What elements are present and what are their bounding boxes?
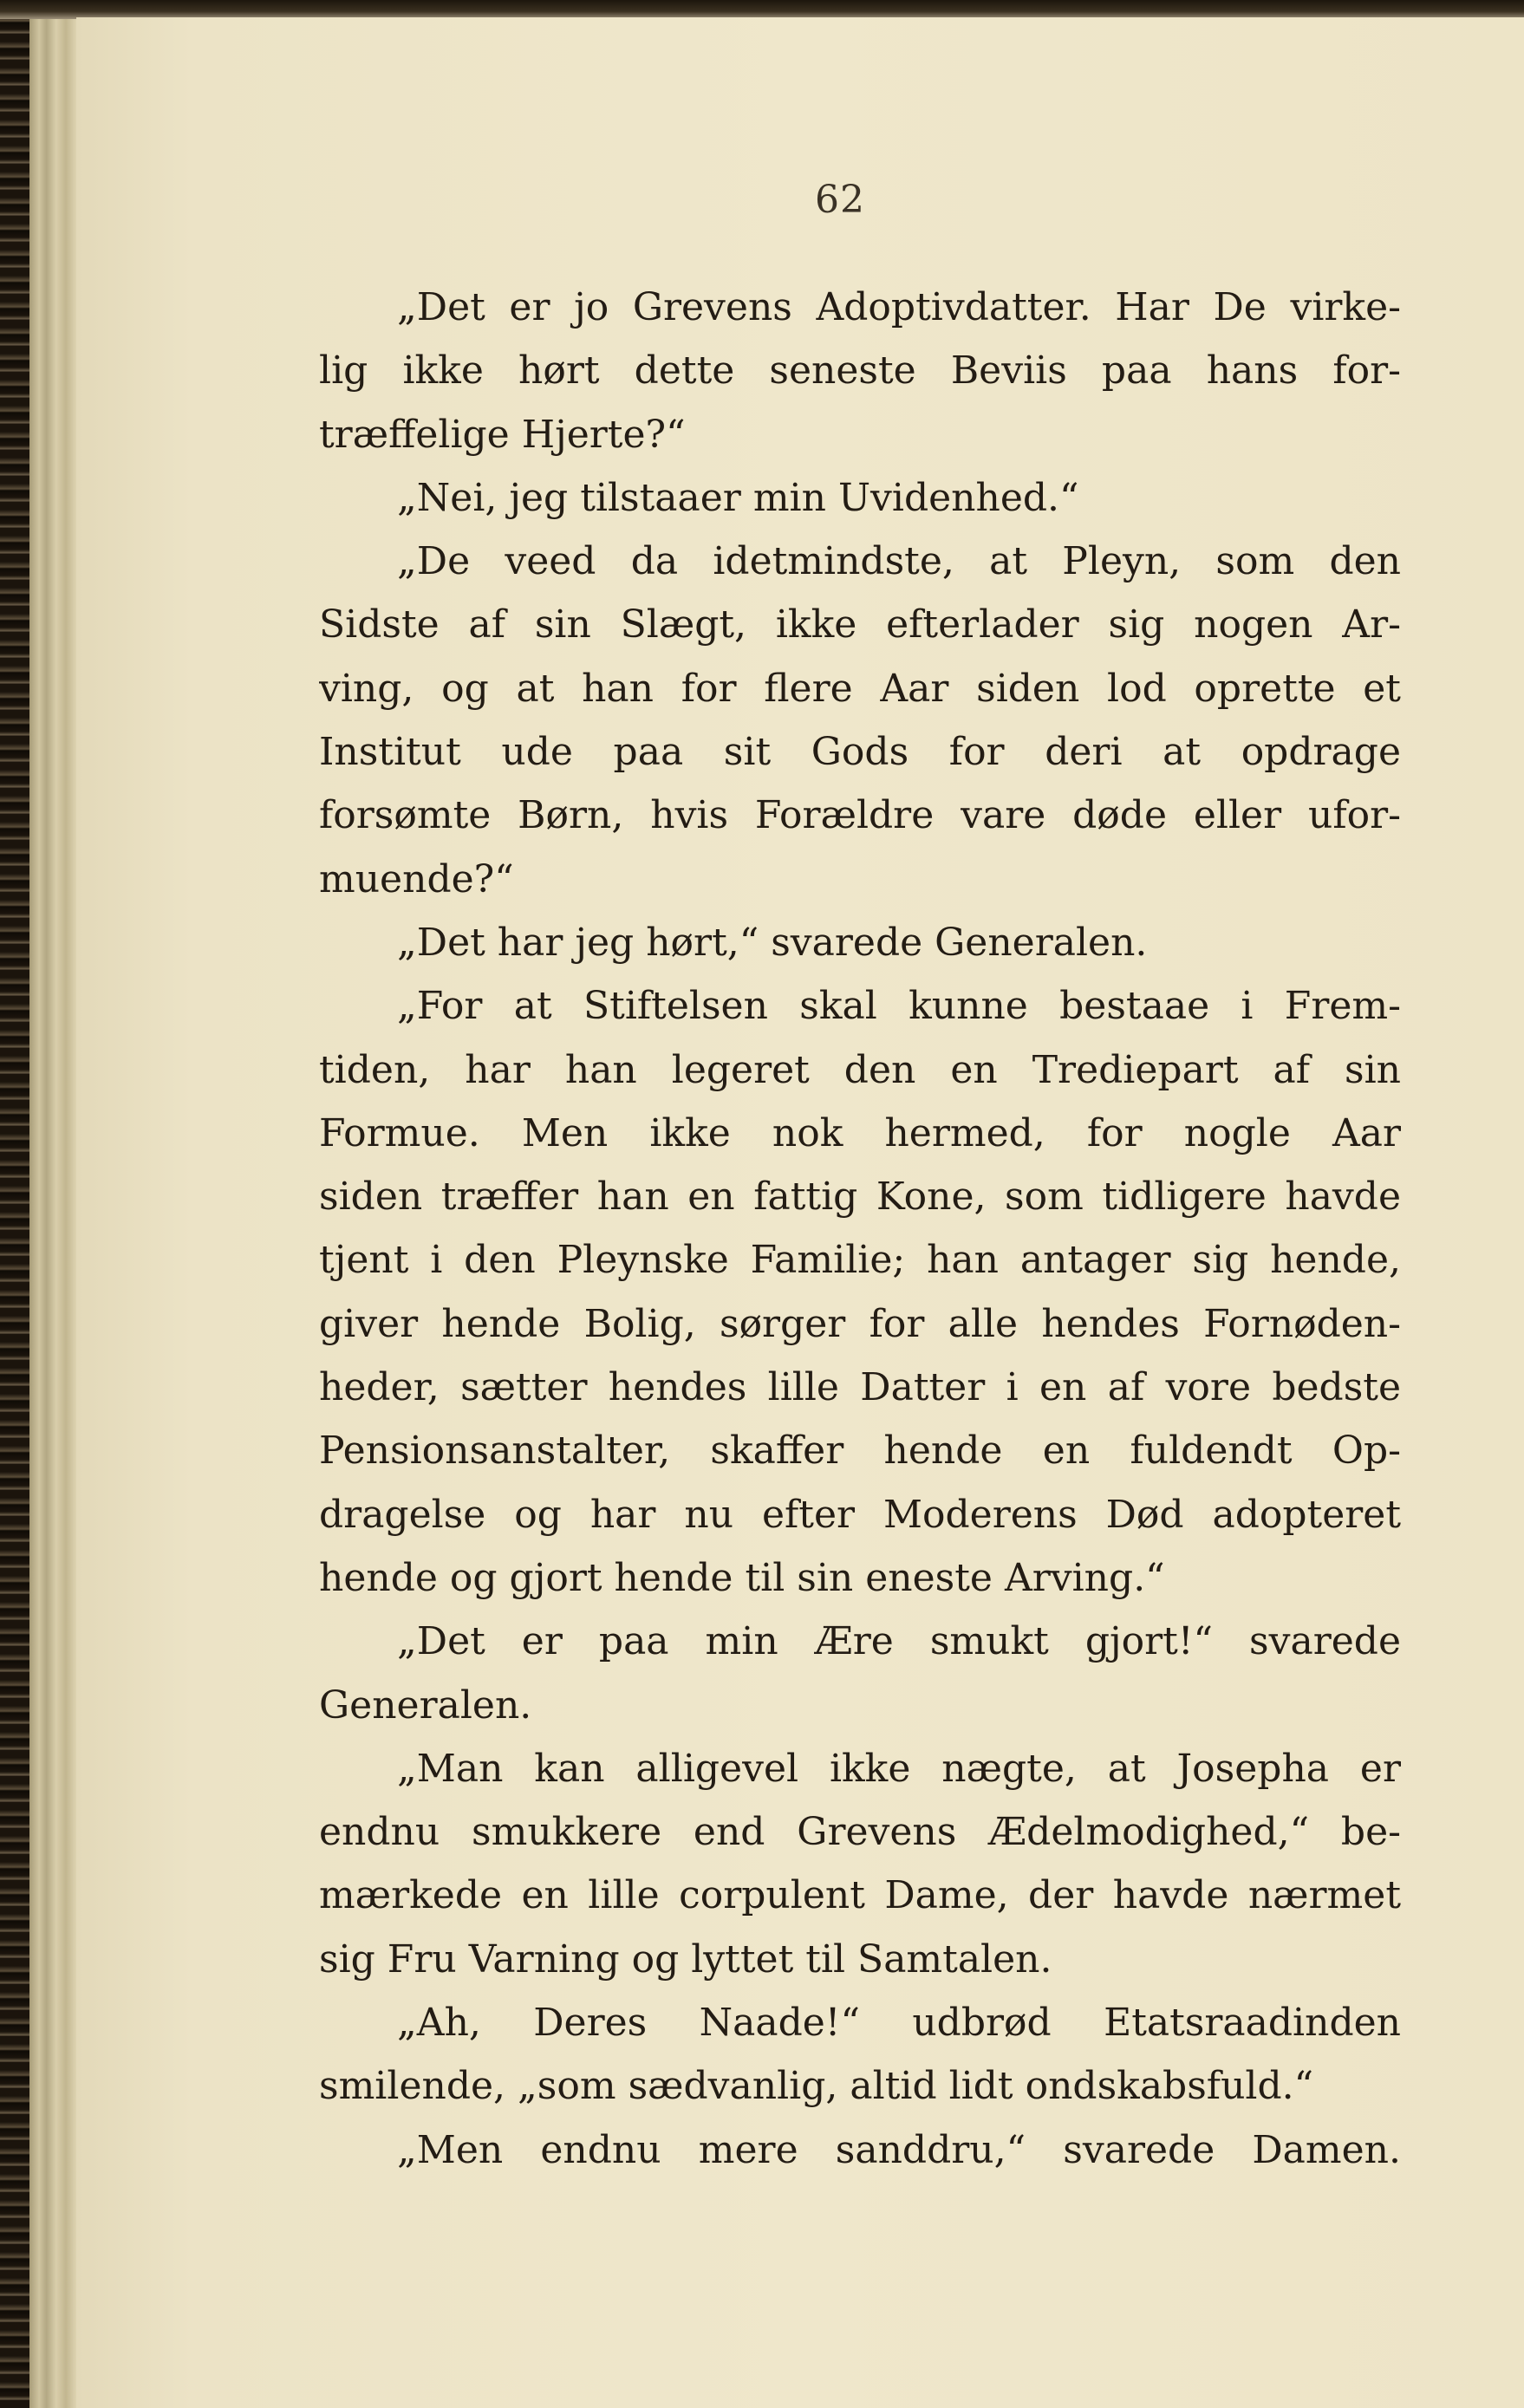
text-line: Generalen. bbox=[319, 1682, 532, 1728]
text-line: „Nei, jeg tilstaaer min Uvidenhed.“ bbox=[397, 475, 1079, 520]
page-edges bbox=[29, 0, 78, 2408]
text-line: forsømte Børn, hvis Forældre vare døde eller ufor- bbox=[319, 793, 1401, 838]
top-edge bbox=[0, 0, 1524, 19]
text-line: „De veed da idetmindste, at Pleyn, som den bbox=[397, 539, 1401, 584]
text-line: Sidste af sin Slægt, ikke efterlader sig nogen Ar- bbox=[319, 602, 1401, 648]
body-text bbox=[319, 276, 1401, 2182]
text-line: lig ikke hørt dette seneste Beviis paa hans for- bbox=[319, 348, 1401, 394]
text-line: heder, sætter hendes lille Datter i en af vore bedste bbox=[319, 1365, 1401, 1410]
text-line: dragelse og har nu efter Moderens Død adopteret bbox=[319, 1492, 1401, 1537]
text-line: giver hende Bolig, sørger for alle hendes Fornøden- bbox=[319, 1301, 1401, 1346]
text-line: ving, og at han for flere Aar siden lod oprette et bbox=[319, 666, 1401, 711]
text-line: Formue. Men ikke nok hermed, for nogle Aar bbox=[319, 1110, 1401, 1155]
text-line: tiden, har han legeret den en Trediepart af sin bbox=[319, 1047, 1401, 1092]
text-line: hende og gjort hende til sin eneste Arving.“ bbox=[319, 1555, 1165, 1600]
text-line: smilende, „som sædvanlig, altid lidt ondskabsfuld.“ bbox=[319, 2064, 1314, 2109]
text-line: „Ah, Deres Naade!“ udbrød Etatsraadinden bbox=[397, 2001, 1401, 2046]
binding-edge bbox=[0, 0, 29, 2408]
text-line: „Det har jeg hørt,“ svarede Generalen. bbox=[397, 920, 1148, 965]
text-line: træffelige Hjerte?“ bbox=[319, 412, 686, 457]
text-line: „Men endnu mere sanddru,“ svarede Damen. bbox=[397, 2127, 1401, 2172]
text-line: siden træffer han en fattig Kone, som tidligere havde bbox=[319, 1175, 1401, 1220]
text-line: „For at Stiftelsen skal kunne bestaae i Frem- bbox=[397, 984, 1401, 1029]
text-line: sig Fru Varning og lyttet til Samtalen. bbox=[319, 1936, 1052, 1982]
page-number: 62 bbox=[815, 178, 865, 222]
text-line: mærkede en lille corpulent Dame, der havde nærmet bbox=[319, 1873, 1401, 1918]
text-line: tjent i den Pleynske Familie; han antager sig hende, bbox=[319, 1238, 1401, 1283]
text-line: muende?“ bbox=[319, 856, 514, 901]
text-line: endnu smukkere end Grevens Ædelmodighed,“ be- bbox=[319, 1810, 1401, 1855]
text-line: „Man kan alligevel ikke nægte, at Josepha er bbox=[397, 1746, 1401, 1791]
text-line: „Det er paa min Ære smukt gjort!“ svarede bbox=[397, 1619, 1401, 1664]
text-line: „Det er jo Grevens Adoptivdatter. Har De virke- bbox=[397, 285, 1401, 329]
text-line: Institut ude paa sit Gods for deri at opdrage bbox=[319, 730, 1401, 775]
text-line: Pensionsanstalter, skaffer hende en fuldendt Op- bbox=[319, 1429, 1401, 1474]
